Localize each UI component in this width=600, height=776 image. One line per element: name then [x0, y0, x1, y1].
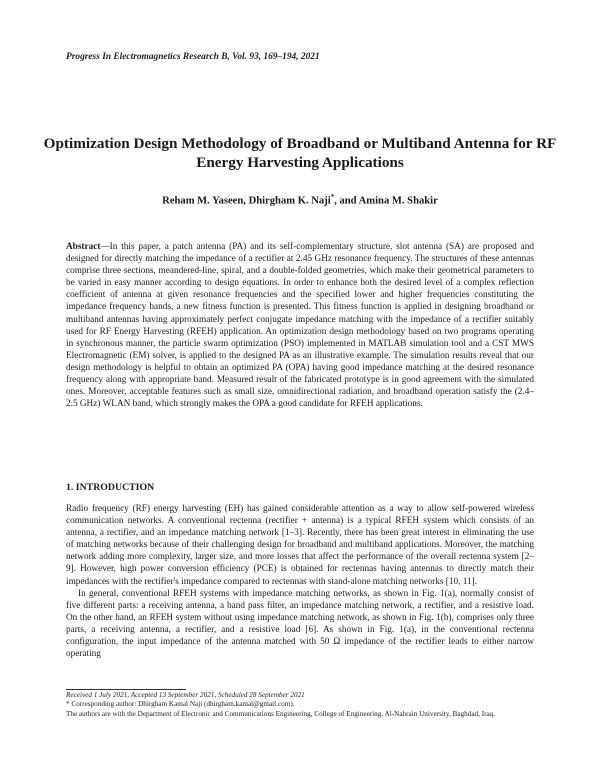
introduction-body — [66, 503, 534, 660]
paragraph: Radio frequency (RF) energy harvesting (EH) has gained considerable attention as a way to allow self-powered wireless communication networks. A conventional rectenna (rectifier + antenna) is a typical RFEH system which consists of an antenna, a rectifier, and an impedance matching network [1–3]. Recently, there has been great interest in eliminating the use of matching networks because of their challenging design for broadband and multiband applications. Moreover, the matching network adding more complexity, larger size, and more losses that affect the performance of the overall rectenna system [2–9]. However, high power conversion efficiency (PCE) is obtained for rectennas having antennas to directly match their impedances with the rectifier's impedance compared to rectennas with stand-alone matching networks [10, 11]. — [66, 504, 534, 587]
author-list — [40, 193, 560, 207]
footnotes — [66, 691, 534, 719]
abstract-label: Abstract — [66, 242, 101, 252]
footnote-divider — [66, 689, 186, 690]
abstract-text: —In this paper, a patch antenna (PA) and its self-complementary structure, slot antenna (SA) are proposed and designed for directly matching the impedance of a rectifier at 2.45 GHz resonance frequency. The structures of these antennas comprise three sections, meandered-line, spiral, and a double-folded geometries, which make their geometrical parameters to be varied in easy manner according to design equations. In order to enhance both the desired level of a complex reflection coefficient of antenna at given resonance frequencies and the specified lower and higher frequencies constituting the impedance frequency bands, a new fitness function is presented. This fitness function is applied in designing broadband or multiband antennas having approximately perfect conjugate impedance matching with the impedance of a rectifier suitably used for RF Energy Harvesting (RFEH) application. An optimization design methodology based on two programs operating in synchronous manner, the particle swarm optimization (PSO) implemented in MATLAB simulation tool and a CST MWS Electromagnetic (EM) solver, is applied to the designed PA as an illustrative example. The simulation results reveal that our design methodology is helpful to obtain an optimized PA (OPA) having good impedance matching at the desired resonance frequency along with appropriate band. Measured result of the fabricated prototype is in good agreement with the simulated ones. Moreover, acceptable features such as small size, omnidirectional radiation, and broadband operation satisfy the (2.4–2.5 GHz) WLAN band, which strongly makes the OPA a good candidate for RFEH applications. — [66, 242, 534, 410]
received-dates: Received 1 July 2021, Accepted 13 September 2021, Scheduled 28 September 2021 — [66, 691, 305, 699]
author-names-rest: , and Amina M. Shakir — [334, 195, 438, 207]
abstract — [66, 241, 534, 410]
paragraph: In general, conventional RFEH systems with impedance matching networks, as shown in Fig. 1(a), normally consist of five different parts: a receiving antenna, a band pass filter, an impedance matching network, a rectifier, and a resistive load. On the other hand, an RFEH system without using impedance matching network, as shown in Fig. 1(b), comprises only three parts, a receiving antenna, a rectifier, and a resistive load [6]. As shown in Fig. 1(a), in the conventional rectenna configuration, the input impedance of the antenna matched with 50 Ω impedance of the rectifier leads to either narrow operating — [66, 588, 534, 660]
corresponding-author-mark: * — [330, 193, 335, 201]
journal-header: Progress In Electromagnetics Research B, Vol. 93, 169–194, 2021 — [66, 52, 320, 62]
section-heading-introduction: 1. INTRODUCTION — [66, 482, 155, 493]
paper-title: Optimization Design Methodology of Broadband or Multiband Antenna for RF Energy Harvesting Applications — [43, 135, 557, 171]
author-names-primary: Reham M. Yaseen, Dhirgham K. Naji — [162, 195, 331, 207]
affiliation-note: The authors are with the Department of Electronic and Communications Engineering, College of Engineering, Al-Nahrain University, Baghdad, Iraq. — [66, 709, 496, 718]
corresponding-author-note: * Corresponding author: Dhirgham Kamal Naji (dhirgham.kamal@gmail.com). — [66, 700, 295, 709]
